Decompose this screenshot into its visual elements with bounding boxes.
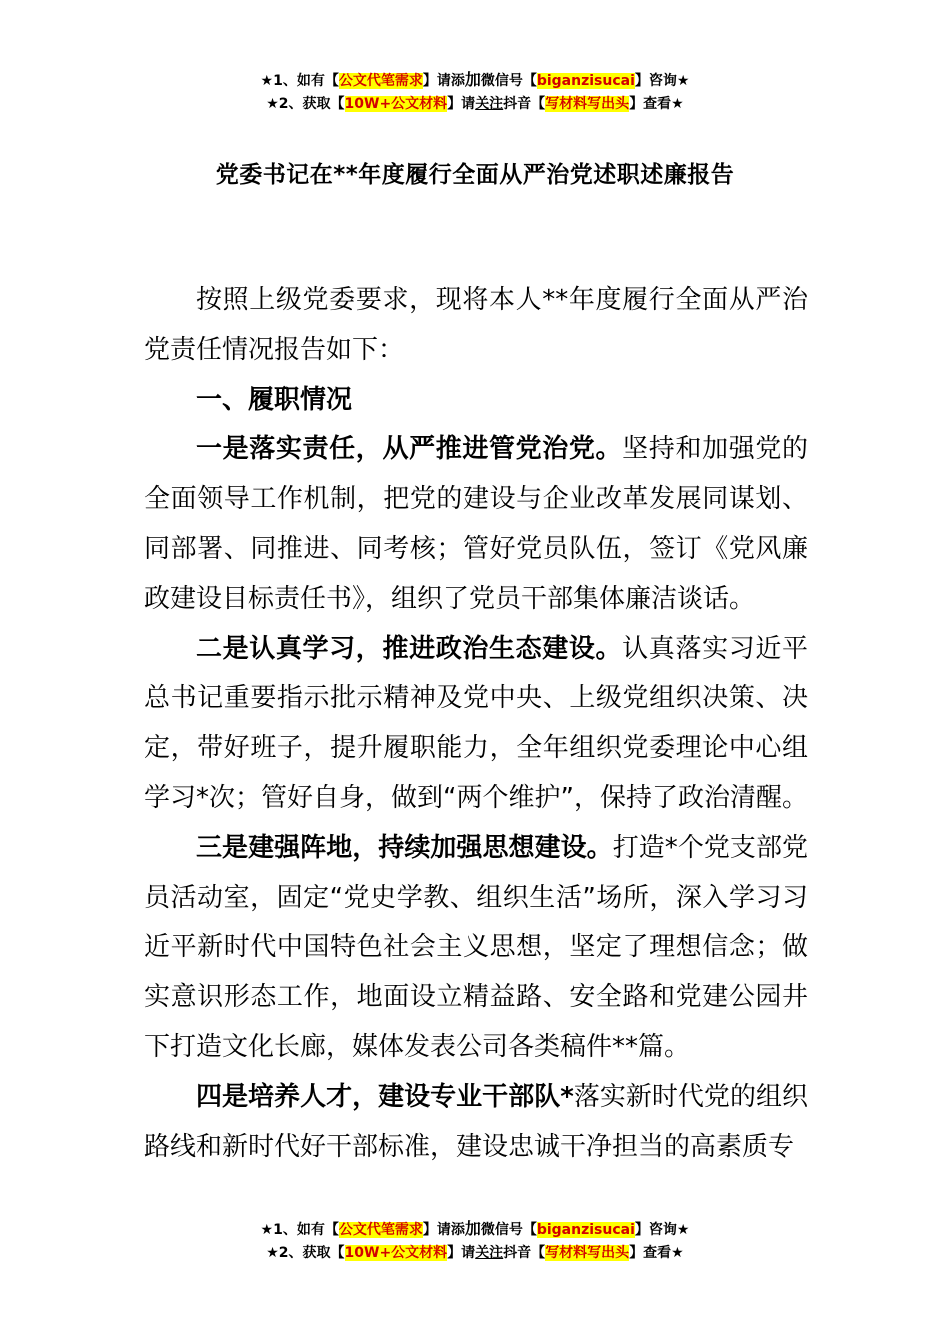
promo-highlight-materials: 10W+公文材料 (344, 96, 448, 112)
promo-line-2 (0, 92, 950, 116)
document-title: 党委书记在**年度履行全面从严治党述职述廉报告 (215, 162, 735, 188)
paragraph-4 (144, 1073, 808, 1173)
paragraph-1 (144, 425, 808, 624)
paragraph-text: 打造*个党支部党员活动室，固定“党史学教、组织生活”场所，深入学习习近平新时代中国特色社会主义思想，坚定了理想信念；做实意识形态工作，地面设立精益路、安全路和党建公园井下打造文化长廊，媒体发表公司各类稿件**篇。 (144, 832, 808, 1062)
paragraph-lead: 一是落实责任，从严推进管党治党。 (196, 434, 623, 465)
paragraph-2 (144, 625, 808, 824)
promo-text: ★2、获取【 (266, 1245, 345, 1261)
section-heading (144, 376, 808, 426)
paragraph-text: 落实新时代党的组织路线和新时代好干部标准，建设忠诚干净担当的高素质专 (144, 1081, 808, 1162)
promo-footer (0, 1217, 950, 1265)
promo-line-1 (0, 68, 950, 92)
promo-text: 抖音【 (503, 96, 546, 112)
promo-text: 】请添 (422, 1222, 465, 1238)
promo-emphasis: 关注 (475, 96, 504, 112)
intro-paragraph: 按照上级党委要求，现将本人**年度履行全面从严治党责任情况报告如下： (144, 285, 808, 365)
promo-line-2 (0, 1241, 950, 1265)
promo-text: ★2、获取【 (266, 96, 345, 112)
promo-text: 】请 (447, 1245, 476, 1261)
promo-text: 抖音【 (503, 1245, 546, 1261)
paragraph-lead: 四是培养人才，建设专业干部队* (196, 1081, 574, 1112)
promo-emphasis: 关注 (475, 1245, 504, 1261)
promo-text: 】请 (447, 96, 476, 112)
promo-highlight-douyin-id: 写材料写出头 (545, 96, 630, 112)
promo-text: ★1、如有【 (260, 73, 339, 89)
promo-text: 】请添 (422, 73, 465, 89)
paragraph-3 (144, 824, 808, 1073)
promo-line-1 (0, 1217, 950, 1241)
paragraph-lead: 三是建强阵地，持续加强思想建设。 (196, 832, 613, 863)
paragraph-text: 坚持和加强党的全面领导工作机制，把党的建设与企业改革发展同谋划、同部署、同推进、同考核；管好党员队伍，签订《党风廉政建设目标责任书》，组织了党员干部集体廉洁谈话。 (144, 434, 808, 614)
promo-highlight-douyin-id: 写材料写出头 (545, 1245, 630, 1261)
promo-text: 】咨询★ (634, 73, 690, 89)
promo-highlight-wechat-id: biganzisucai (536, 73, 635, 89)
paragraph-lead: 二是认真学习，推进政治生态建设。 (196, 633, 623, 664)
promo-highlight-wechat-id: biganzisucai (536, 1222, 635, 1238)
document-body (144, 276, 808, 1172)
promo-text: 】咨询★ (634, 1222, 690, 1238)
promo-text: 微信号【 (480, 1222, 537, 1238)
promo-highlight-service: 公文代笔需求 (338, 73, 423, 89)
section-heading-text: 一、履职情况 (196, 384, 353, 415)
promo-emphasis: 加 (464, 70, 481, 89)
paragraph-text: 认真落实习近平总书记重要指示批示精神及党中央、上级党组织决策、决定，带好班子，提升履职能力，全年组织党委理论中心组学习*次；管好自身，做到“两个维护”，保持了政治清醒。 (144, 633, 808, 813)
promo-text: 】查看★ (629, 96, 684, 112)
promo-emphasis: 加 (464, 1219, 481, 1238)
promo-highlight-service: 公文代笔需求 (338, 1222, 423, 1238)
promo-text: ★1、如有【 (260, 1222, 339, 1238)
promo-text: 】查看★ (629, 1245, 684, 1261)
promo-highlight-materials: 10W+公文材料 (344, 1245, 448, 1261)
promo-text: 微信号【 (480, 73, 537, 89)
promo-header (0, 68, 950, 116)
